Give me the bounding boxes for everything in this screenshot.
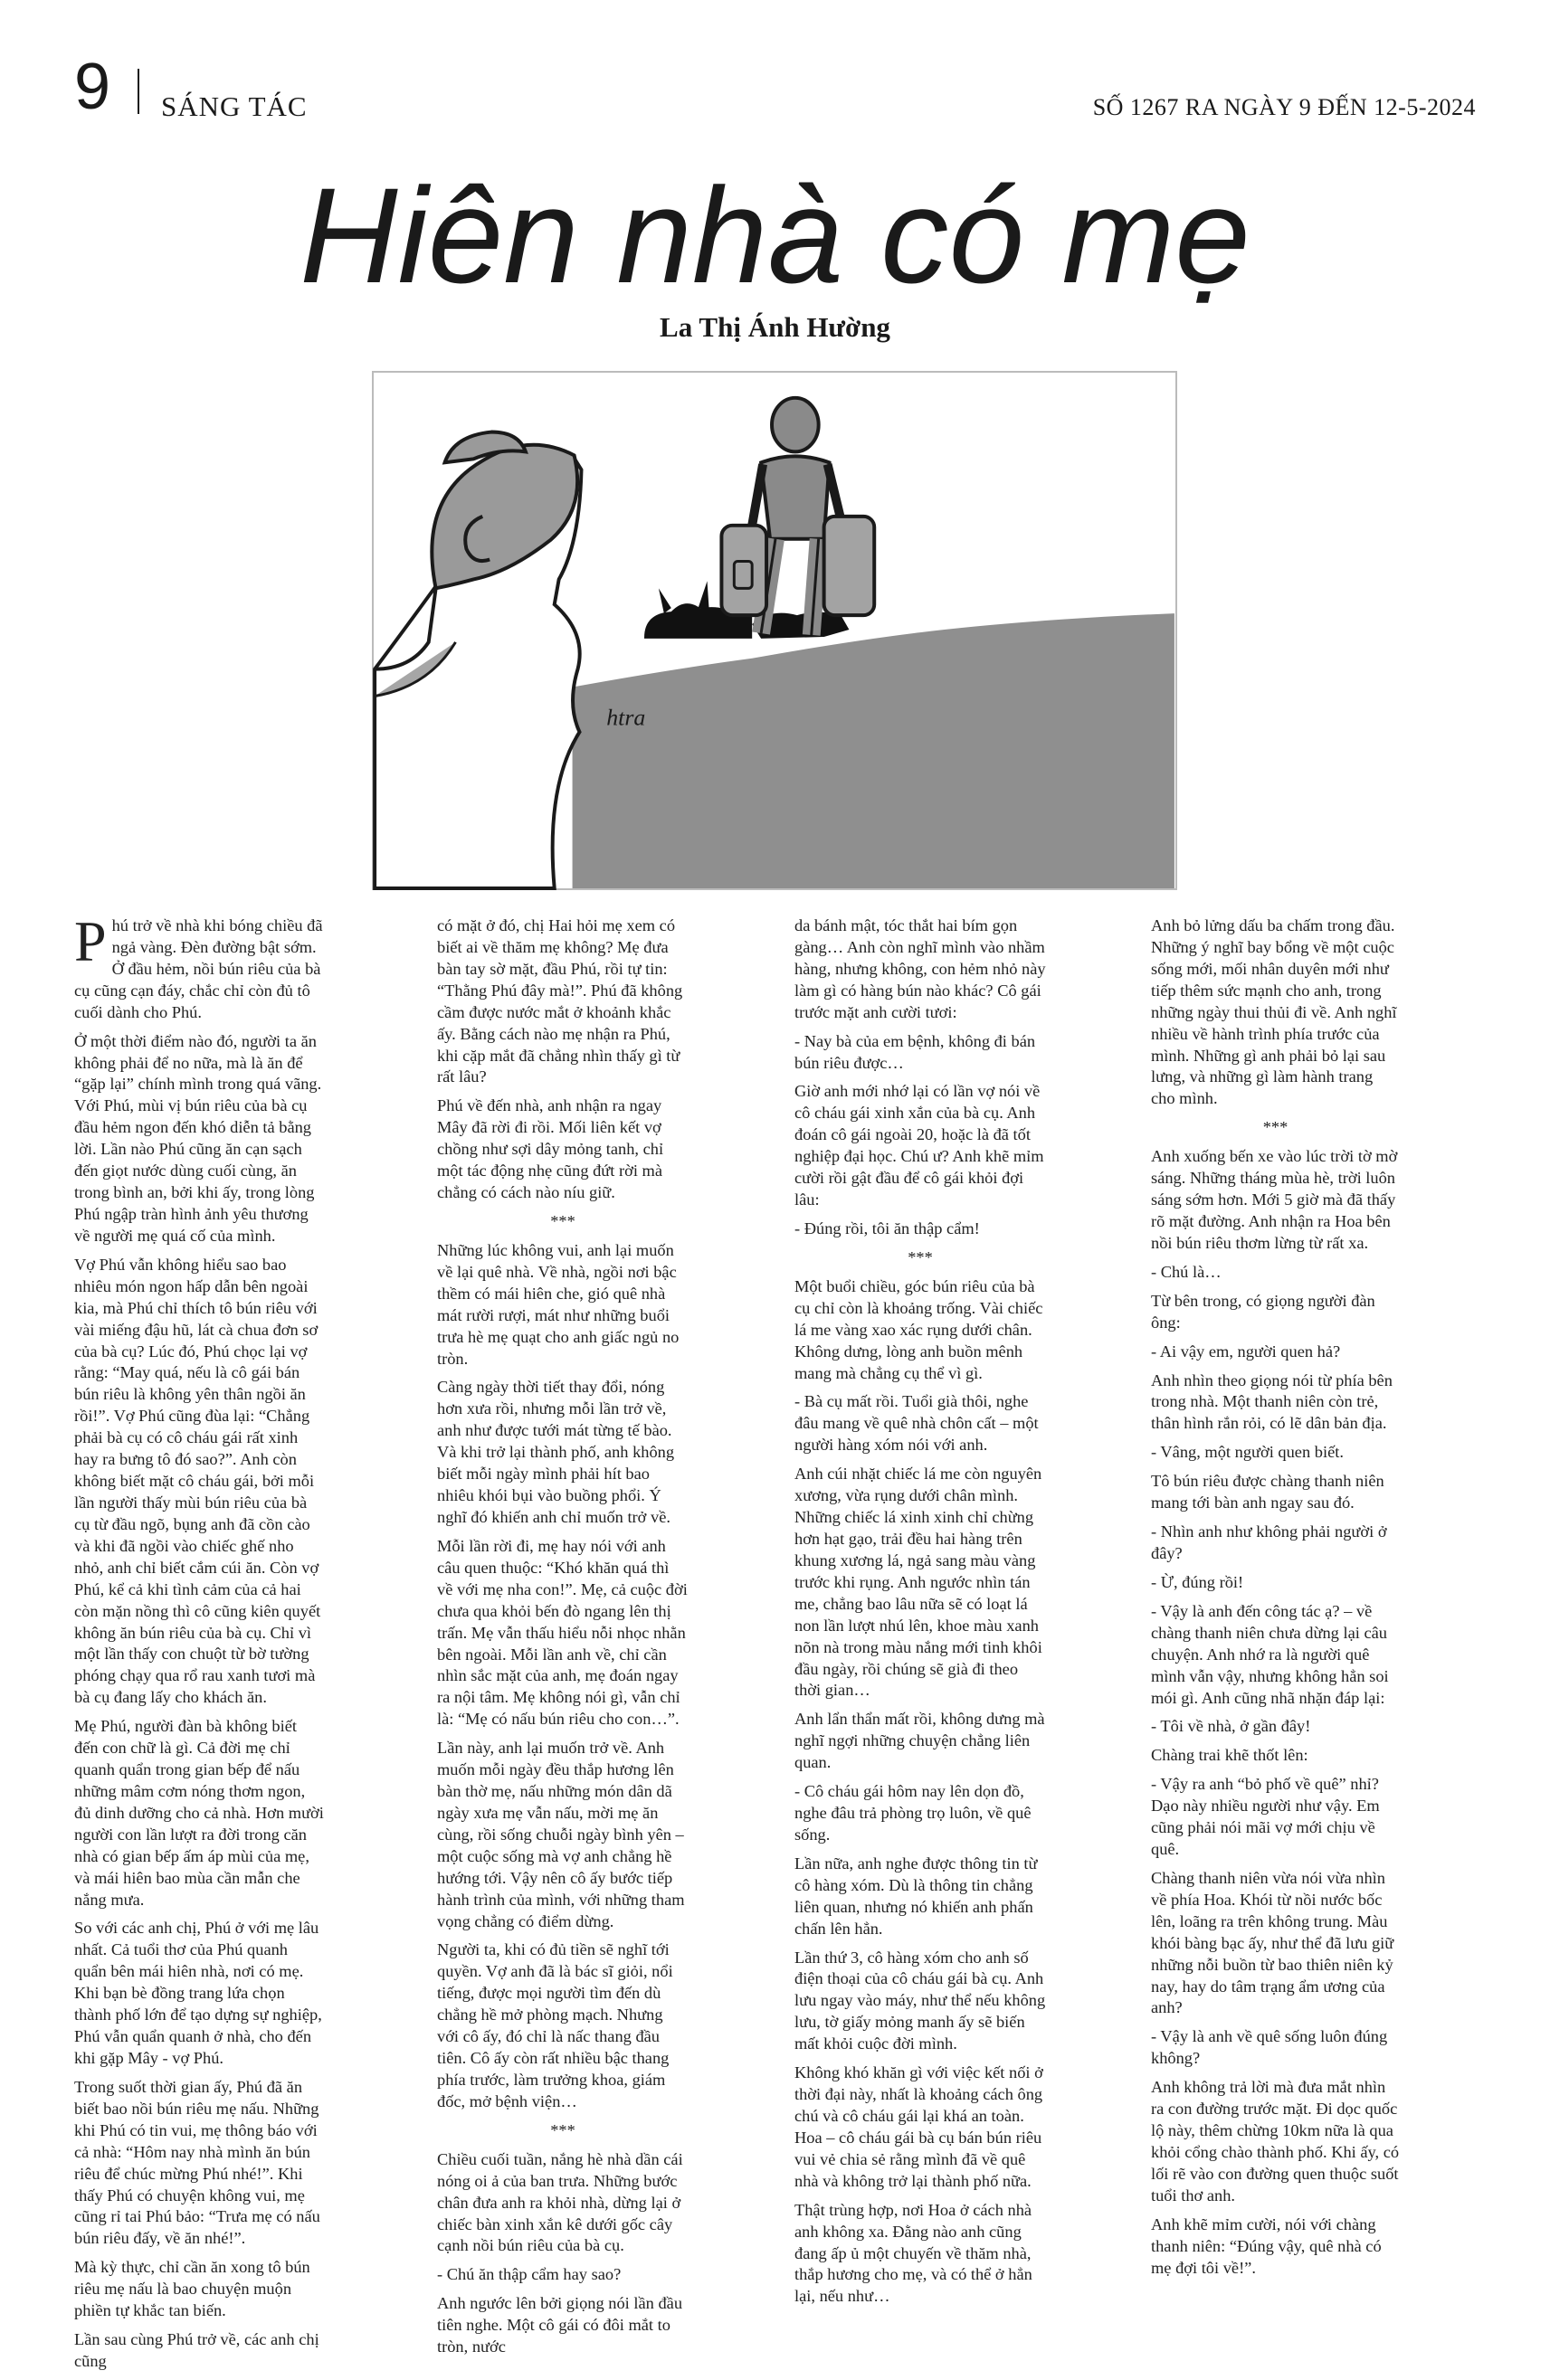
paragraph: - Ừ, đúng rồi!: [1151, 1572, 1244, 1591]
section-break: ***: [908, 1247, 933, 1266]
section-name: SÁNG TÁC: [161, 90, 308, 122]
paragraph: Những lúc không vui, anh lại muốn về lại quê nhà. Về nhà, ngồi nơi bậc thềm có mái hiên che, gió quê nhà mát rười rượi, mát như những buổi trưa hè mẹ quạt cho anh giấc ngủ no tròn.: [437, 1240, 680, 1368]
man-torso: [761, 456, 829, 538]
article-author: La Thị Ánh Hường: [660, 311, 890, 343]
paragraph: da bánh mật, tóc thắt hai bím gọn gàng… Anh còn nghĩ mình vào nhầm hàng, nhưng không, con hẻm nhỏ này làm gì có hàng bún nào khác? Cô gái trước mặt anh cười tươi:: [794, 916, 1046, 1021]
paragraph: Càng ngày thời tiết thay đổi, nóng hơn xưa rồi, nhưng mỗi lần trở về, anh như được tưới mát từng tế bào. Và khi trở lại thành phố, anh không biết mỗi ngày mình phải hít bao nhiêu khói bụi vào buồng phổi. Ý nghĩ đó khiến anh chỉ muốn trở về.: [437, 1378, 675, 1526]
article-column-2: [437, 915, 689, 2366]
drop-cap: P: [74, 909, 107, 973]
paragraph: - Chú ăn thập cẩm hay sao?: [437, 2265, 622, 2284]
paragraph: Chàng thanh niên vừa nói vừa nhìn về phía Hoa. Khói từ nồi nước bốc lên, loãng ra trên không trung. Màu khói bàng bạc ấy, như thể đã lưu giữ những nỗi buồn từ bao thiên niên kỷ nay, hay do tâm trạng ẩm ương của anh?: [1151, 1868, 1394, 2017]
section-break: ***: [550, 1211, 575, 1230]
man-head: [772, 398, 819, 452]
header-divider: [138, 69, 139, 114]
paragraph: Anh bỏ lửng dấu ba chấm trong đầu. Những ý nghĩ bay bổng về một cuộc sống mới, mối nhân duyên mới như tiếp thêm sức mạnh cho anh, trong những ngày thui thủi đi về. Anh nghĩ nhiều về hành trình phía trước của mình. Những gì anh phải bỏ lại sau lưng, và những gì làm hành trang cho mình.: [1151, 916, 1397, 1108]
paragraph: - Nay bà của em bệnh, không đi bán bún riêu được…: [794, 1031, 1036, 1072]
paragraph: Một buổi chiều, góc bún riêu của bà cụ chỉ còn là khoảng trống. Vài chiếc lá me vàng xao xác rụng dưới chân. Không dưng, lòng anh buồn mênh mang mà chẳng cụ thể vì gì.: [794, 1276, 1043, 1382]
page-header: [0, 0, 1550, 136]
paragraph: Anh khẽ mỉm cười, nói với chàng thanh niên: “Đúng vậy, quê nhà có mẹ đợi tôi về!”.: [1151, 2214, 1382, 2277]
paragraph: - Đúng rồi, tôi ăn thập cẩm!: [794, 1218, 980, 1237]
paragraph: Mẹ Phú, người đàn bà không biết đến con chữ là gì. Cả đời mẹ chỉ quanh quẩn trong gian bếp để nấu những mâm cơm nóng thơm ngon, đủ dinh dưỡng cho cả nhà. Hơn mười người con lần lượt ra đời trong căn nhà có gian bếp ấm áp mùi của mẹ, và mái hiên bao mùa cần mẫn che nắng mưa.: [74, 1717, 324, 1909]
article-illustration: [372, 371, 1177, 890]
paragraph: Người ta, khi có đủ tiền sẽ nghĩ tới quyền. Vợ anh đã là bác sĩ giỏi, nổi tiếng, được mọi người tìm đến dù chẳng hề mở phòng mạch. Nhưng với cô ấy, đó chỉ là nấc thang đầu tiên. Cô ấy còn rất nhiều bậc thang phía trước, làm trưởng khoa, giám đốc, mở bệnh viện…: [437, 1940, 673, 2110]
section-break: ***: [550, 2120, 575, 2139]
paragraph: Lần thứ 3, cô hàng xóm cho anh số điện thoại của cô cháu gái bà cụ. Anh lưu ngay vào máy, như thể nếu không lưu, tờ giấy mỏng manh ấy sẽ biến mất khỏi cuộc đời mình.: [794, 1948, 1046, 2053]
paragraph: Anh nhìn theo giọng nói từ phía bên trong nhà. Một thanh niên còn trẻ, thân hình rắn rỏi, có lẽ dân bản địa.: [1151, 1370, 1393, 1433]
paragraph: Mỗi lần rời đi, mẹ hay nói với anh câu quen thuộc: “Khó khăn quá thì về với mẹ nha con!”. Mẹ, cả cuộc đời chưa qua khỏi bến đò ngang lên thị trấn. Mẹ vẫn thấu hiểu nỗi nhọc nhằn bên ngoài. Mỗi lần anh về, chỉ cần nhìn sắc mặt của anh, mẹ đoán ngay ra nội tâm. Mẹ không nói gì, vẫn chỉ là: “Mẹ có nấu bún riêu cho con…”.: [437, 1536, 688, 1729]
paragraph: - Nhìn anh như không phải người ở đây?: [1151, 1522, 1387, 1562]
paragraph: Lần nữa, anh nghe được thông tin từ cô hàng xóm. Dù là thông tin chẳng liên quan, nhưng nó khiến anh phấn chấn lên hẳn.: [794, 1854, 1038, 1938]
paragraph: Mà kỳ thực, chỉ cần ăn xong tô bún riêu mẹ nấu là bao chuyện muộn phiền tự khắc tan biến.: [74, 2258, 310, 2320]
paragraph: Anh không trả lời mà đưa mắt nhìn ra con đường trước mặt. Đi dọc quốc lộ này, thêm chừng 10km nữa là qua khỏi cổng chào thành phố. Khi ấy, có lối rẽ vào con đường quen thuộc suốt tuổi thơ anh.: [1151, 2078, 1400, 2205]
paragraph: Thật trùng hợp, nơi Hoa ở cách nhà anh không xa. Đằng nào anh cũng đang ấp ủ một chuyến về thăm nhà, thắp hương cho mẹ, và có thể ở hẳn lại, nếu như…: [794, 2200, 1032, 2306]
paragraph: - Cô cháu gái hôm nay lên dọn đồ, nghe đâu trả phòng trọ luôn, về quê sống.: [794, 1782, 1032, 1844]
paragraph: - Vậy ra anh “bỏ phố về quê” nhỉ? Dạo này nhiều người như vậy. Em cũng phải nói mãi vợ mới chịu về quê.: [1151, 1775, 1380, 1859]
page-number: 9: [74, 51, 111, 123]
paragraph: - Vậy là anh đến công tác ạ? – về chàng thanh niên chưa dừng lại câu chuyện. Anh nhớ ra là người quê mình vẫn vậy, nhưng không hẳn soi mói gì. Anh cũng nhã nhặn đáp lại:: [1151, 1601, 1389, 1707]
paragraph: có mặt ở đó, chị Hai hỏi mẹ xem có biết ai về thăm mẹ không? Mẹ đưa bàn tay sờ mặt, đầu Phú, rồi tự tin: “Thằng Phú đây mà!”. Phú đã không cầm được nước mắt ở khoảnh khắc ấy. Bằng cách nào mẹ nhận ra Phú, khi cặp mắt đã chẳng nhìn thấy gì từ rất lâu?: [437, 916, 683, 1086]
artist-signature: htra: [606, 704, 646, 731]
paragraph: Anh ngước lên bởi giọng nói lần đầu tiên nghe. Một cô gái có đôi mắt to tròn, nước: [437, 2294, 683, 2356]
paragraph: Anh xuống bến xe vào lúc trời tờ mờ sáng. Những tháng mùa hè, trời luôn sáng sớm hơn. Mới 5 giờ mà đã thấy rõ mặt đường. Anh nhận ra Hoa bên nồi bún riêu thơm lừng từ rất xa.: [1151, 1147, 1398, 1252]
paragraph: Giờ anh mới nhớ lại có lần vợ nói về cô cháu gái xinh xắn của bà cụ. Anh đoán cô gái ngoài 20, hoặc là đã tốt nghiệp đại học. Chú ư? Anh khẽ mỉm cười rồi gật đầu để cô gái khỏi đợi lâu:: [794, 1082, 1044, 1209]
article-title: Hiên nhà có mẹ: [300, 159, 1250, 311]
paragraph: Không khó khăn gì với việc kết nối ở thời đại này, nhất là khoảng cách ông chú và cô cháu gái lại khá an toàn. Hoa – cô cháu gái bà cụ bán bún riêu vui vẻ chia sẻ rằng mình đã về quê nhà và không trở lại thành phố nữa.: [794, 2063, 1043, 2190]
paragraph: - Tôi về nhà, ở gần đây!: [1151, 1717, 1311, 1736]
paragraph: Anh cúi nhặt chiếc lá me còn nguyên xương, vừa rụng dưới chân mình. Những chiếc lá xinh xinh chỉ chừng hơn hạt gạo, trải đều hai hàng trên khung xương lá, ngả sang màu vàng trước khi rụng. Anh ngước nhìn tán me, chẳng bao lâu nữa sẽ có loạt lá non lần lượt nhú lên, khoe màu xanh nõn nà trong màu nắng mới tinh khôi đầu ngày, rồi chúng sẽ già đi theo thời gian…: [794, 1465, 1042, 1700]
paragraph: Chàng trai khẽ thốt lên:: [1151, 1746, 1308, 1765]
paragraph: - Vâng, một người quen biết.: [1151, 1443, 1344, 1462]
article-column-3: [794, 915, 1046, 2315]
paragraph: Lần sau cùng Phú trở về, các anh chị cũng: [74, 2330, 319, 2370]
paragraph: Anh lẩn thẩn mất rồi, không dưng mà nghĩ ngợi những chuyện chẳng liên quan.: [794, 1710, 1045, 1772]
paragraph: Phú về đến nhà, anh nhận ra ngay Mây đã rời đi rồi. Mối liên kết vợ chồng như sợi dây mỏng tanh, chỉ một tác động nhẹ cũng đứt rời mà chẳng có cách nào níu giữ.: [437, 1096, 664, 1202]
paragraph: - Chú là…: [1151, 1262, 1222, 1281]
paragraph: Ở một thời điểm nào đó, người ta ăn không phải để no nữa, mà là ăn để “gặp lại” chính mình trong quá vãng. Với Phú, mùi vị bún riêu của bà cụ đầu hẻm ngon đến khó diễn tả bằng lời. Lần nào Phú cũng ăn cạn sạch đến giọt nước dùng cuối cùng, ăn trong bình an, bởi khi ấy, trong lòng Phú ngập tràn hình ảnh yêu thương về người mẹ quá cố của mình.: [74, 1031, 322, 1245]
bag-right: [824, 517, 875, 615]
paragraph: - Vậy là anh về quê sống luôn đúng không?: [1151, 2027, 1388, 2068]
section-break: ***: [1262, 1118, 1288, 1137]
paragraph: - Bà cụ mất rồi. Tuổi già thôi, nghe đâu mang về quê nhà chôn cất – một người hàng xóm nói với anh.: [794, 1392, 1039, 1455]
bag-left: [721, 526, 766, 615]
paragraph: Vợ Phú vẫn không hiểu sao bao nhiêu món ngon hấp dẫn bên ngoài kia, mà Phú chỉ thích tô bún riêu với vài miếng đậu hũ, lát cà chua đơn sơ của bà cụ? Lúc đó, Phú chọc lại vợ rằng: “May quá, nếu là cô gái bán bún riêu là không yên thân ngồi ăn rồi!”. Vợ Phú cũng đùa lại: “Chẳng phải bà cụ có cô cháu gái rất xinh hay ra bưng tô đó sao?”. Anh còn không biết mặt cô cháu gái, bởi mỗi lần người thấy mùi bún riêu của bà cụ từ đầu ngõ, bụng anh đã cồn cào và khi đã ngồi vào chiếc ghế nho nhỏ, anh chỉ biết cắm cúi ăn. Còn vợ Phú, kể cả khi tình cảm của cả hai còn mặn nồng thì cô cũng kiên quyết không ăn bún riêu của bà cụ. Chỉ vì một lần thấy con chuột từ bờ tường phóng chạy qua rổ rau xanh tươi mà bà cụ đang lấy cho khách ăn.: [74, 1255, 321, 1707]
illustration-drawing: [374, 373, 1175, 888]
issue-info: SỐ 1267 RA NGÀY 9 ĐẾN 12-5-2024: [1092, 94, 1476, 120]
paragraph: So với các anh chị, Phú ở với mẹ lâu nhất. Cả tuổi thơ của Phú quanh quẩn bên mái hiên nhà, nơi có mẹ. Khi bạn bè đồng trang lứa chọn thành phố lớn để tạo dựng sự nghiệp, Phú vẫn quẩn quanh ở nhà, cho đến khi gặp Mây - vợ Phú.: [74, 1919, 322, 2068]
paragraph: Tô bún riêu được chàng thanh niên mang tới bàn anh ngay sau đó.: [1151, 1472, 1384, 1512]
paragraph: - Ai vậy em, người quen hả?: [1151, 1342, 1341, 1361]
article-column-4: [1151, 915, 1400, 2287]
article-column-1: [74, 909, 324, 2380]
paragraph: Từ bên trong, có giọng người đàn ông:: [1151, 1291, 1375, 1332]
paragraph: Lần này, anh lại muốn trở về. Anh muốn mỗi ngày đều thắp hương lên bàn thờ mẹ, nấu những món dân dã ngày xưa mẹ vẫn nấu, mời mẹ ăn cùng, rồi sống chuỗi ngày bình yên – một cuộc sống mà vợ anh chẳng hề hướng tới. Vậy nên cô ấy bước tiếp hành trình của mình, với những tham vọng chẳng có điểm dừng.: [437, 1739, 685, 1930]
paragraph: Trong suốt thời gian ấy, Phú đã ăn biết bao nồi bún riêu mẹ nấu. Những khi Phú có tin vui, mẹ thông báo với cả nhà: “Hôm nay nhà mình ăn bún riêu để chúc mừng Phú nhé!”. Khi thấy Phú có chuyện không vui, mẹ cũng rỉ tai Phú bảo: “Trưa mẹ có nấu bún riêu đấy, về ăn nhé!”.: [74, 2077, 320, 2248]
paragraph: Phú trở về nhà khi bóng chiều đã ngả vàng. Đèn đường bật sớm. Ở đầu hẻm, nồi bún riêu của bà cụ cũng cạn đáy, chắc chỉ còn đủ tô cuối dành cho Phú.: [74, 909, 323, 1021]
paragraph: Chiều cuối tuần, nắng hè nhà dần cái nóng oi ả của ban trưa. Những bước chân đưa anh ra khỏi nhà, dừng lại ở chiếc bàn xinh xắn kê dưới gốc cây cạnh nồi bún riêu của bà cụ.: [437, 2149, 683, 2255]
